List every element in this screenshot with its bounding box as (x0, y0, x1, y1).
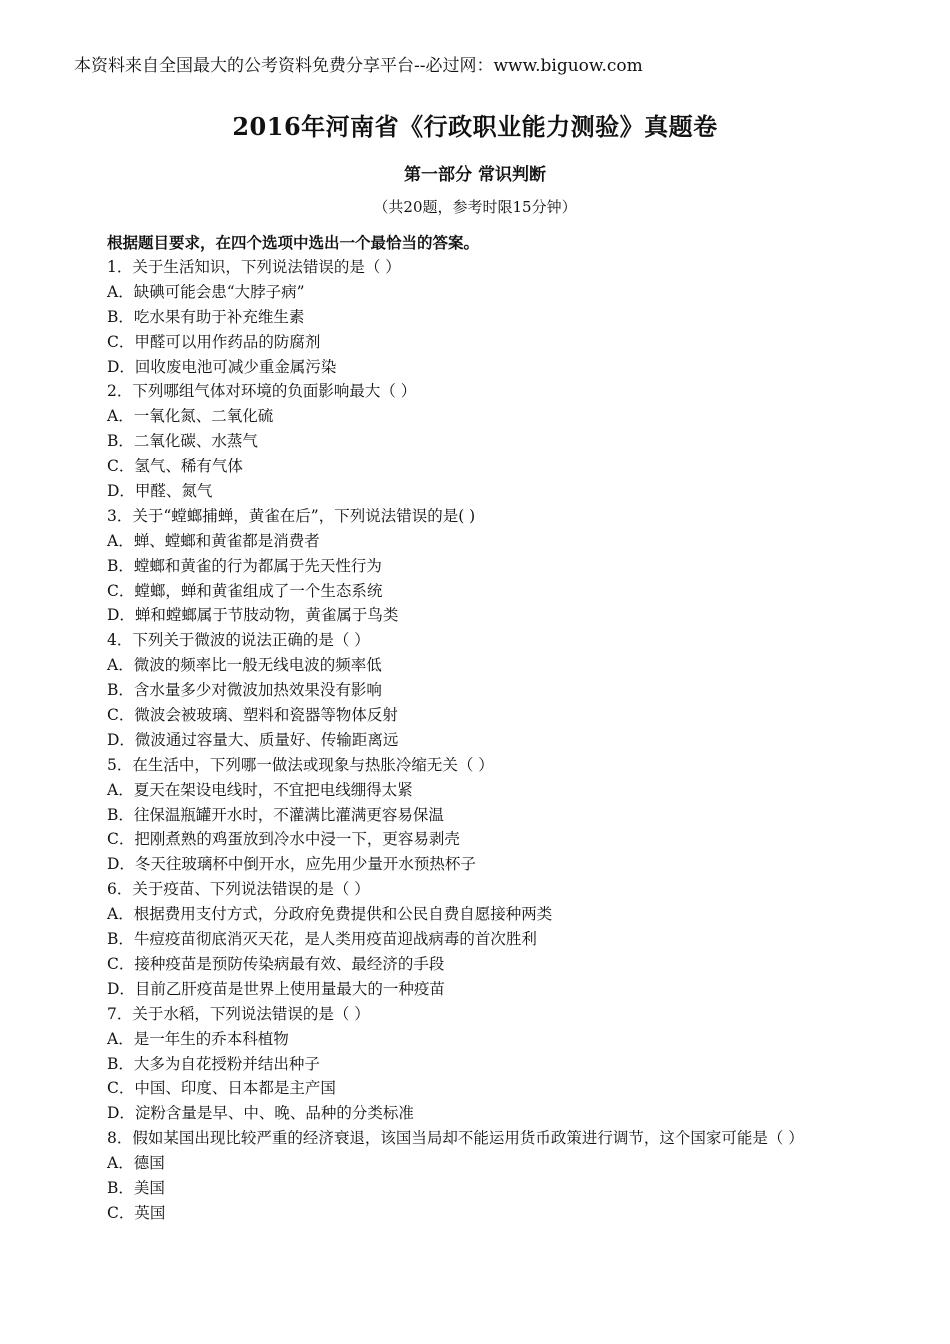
answer-option: D．蝉和螳螂属于节肢动物，黄雀属于鸟类 (107, 606, 399, 625)
question-stem: 2．下列哪组气体对环境的负面影响最大（ ） (107, 382, 417, 401)
answer-option: D．目前乙肝疫苗是世界上使用量最大的一种疫苗 (107, 979, 445, 998)
answer-option: B．大多为自花授粉并结出种子 (107, 1054, 320, 1073)
section-title: 第一部分 常识判断 (404, 165, 546, 185)
answer-option: B．吃水果有助于补充维生素 (107, 307, 305, 326)
answer-option: C．接种疫苗是预防传染病最有效、最经济的手段 (107, 954, 445, 973)
question-stem: 6．关于疫苗、下列说法错误的是（ ） (107, 880, 370, 899)
page-title: 2016年河南省《行政职业能力测验》真题卷 (232, 112, 718, 141)
question-stem: 1．关于生活知识，下列说法错误的是（ ） (107, 258, 401, 276)
question-stem: 5．在生活中，下列哪一做法或现象与热胀冷缩无关（ ） (107, 755, 494, 774)
answer-option: C．英国 (107, 1203, 166, 1222)
answer-option: C．氢气、稀有气体 (107, 457, 243, 476)
answer-option: D．甲醛、氮气 (107, 482, 213, 501)
answer-option: C．微波会被玻璃、塑料和瓷器等物体反射 (107, 706, 398, 725)
answer-option: A．根据费用支付方式，分政府免费提供和公民自费自愿接种两类 (107, 905, 553, 924)
question-stem: 3．关于“螳螂捕蝉，黄雀在后”，下列说法错误的是( ) (107, 506, 476, 525)
answer-option: C．把刚煮熟的鸡蛋放到冷水中浸一下，更容易剥壳 (107, 830, 460, 849)
answer-option: B．螳螂和黄雀的行为都属于先天性行为 (107, 556, 382, 575)
question-stem: 4．下列关于微波的说法正确的是（ ） (107, 631, 370, 650)
answer-option: D．冬天往玻璃杯中倒开水，应先用少量开水预热杯子 (107, 855, 476, 874)
answer-option: A．是一年生的乔本科植物 (107, 1029, 289, 1048)
answer-option: A．夏天在架设电线时，不宜把电线绷得太紧 (107, 780, 413, 799)
answer-option: D．淀粉含量是早、中、晚、品种的分类标准 (107, 1104, 414, 1123)
answer-option: A．蝉、螳螂和黄雀都是消费者 (107, 531, 320, 550)
answer-option: A．微波的频率比一般无线电波的频率低 (107, 656, 382, 675)
answer-option: B．二氧化碳、水蒸气 (107, 432, 258, 451)
answer-option: B．含水量多少对微波加热效果没有影响 (107, 681, 382, 700)
answer-option: A．德国 (107, 1154, 165, 1173)
answer-option: C．甲醛可以用作药品的防腐剂 (107, 332, 321, 351)
answer-option: A．缺碘可能会患“大脖子病” (107, 282, 305, 301)
answer-option: C．中国、印度、日本都是主产国 (107, 1079, 336, 1098)
answer-option: B．往保温瓶罐开水时，不灌满比灌满更容易保温 (107, 805, 444, 824)
instruction-text: 根据题目要求，在四个选项中选出一个最恰当的答案。 (107, 233, 480, 252)
answer-option: D．回收废电池可减少重金属污染 (107, 357, 337, 376)
answer-option: A．一氧化氮、二氧化硫 (107, 407, 274, 426)
source-line: 本资料来自全国最大的公考资料免费分享平台--必过网：www.biguow.com (74, 56, 643, 76)
answer-option: B．美国 (107, 1178, 165, 1197)
answer-option: D．微波通过容量大、质量好、传输距离远 (107, 730, 399, 749)
question-stem: 8．假如某国出现比较严重的经济衰退，该国当局却不能运用货币政策进行调节，这个国家可能是（ ） (107, 1129, 804, 1148)
answer-option: C．螳螂，蝉和黄雀组成了一个生态系统 (107, 581, 383, 600)
section-note: （共20题，参考时限15分钟） (373, 198, 577, 216)
question-stem: 7．关于水稻，下列说法错误的是（ ） (107, 1004, 370, 1023)
question-list (107, 255, 907, 1226)
answer-option: B．牛痘疫苗彻底消灭天花，是人类用疫苗迎战病毒的首次胜利 (107, 930, 537, 949)
